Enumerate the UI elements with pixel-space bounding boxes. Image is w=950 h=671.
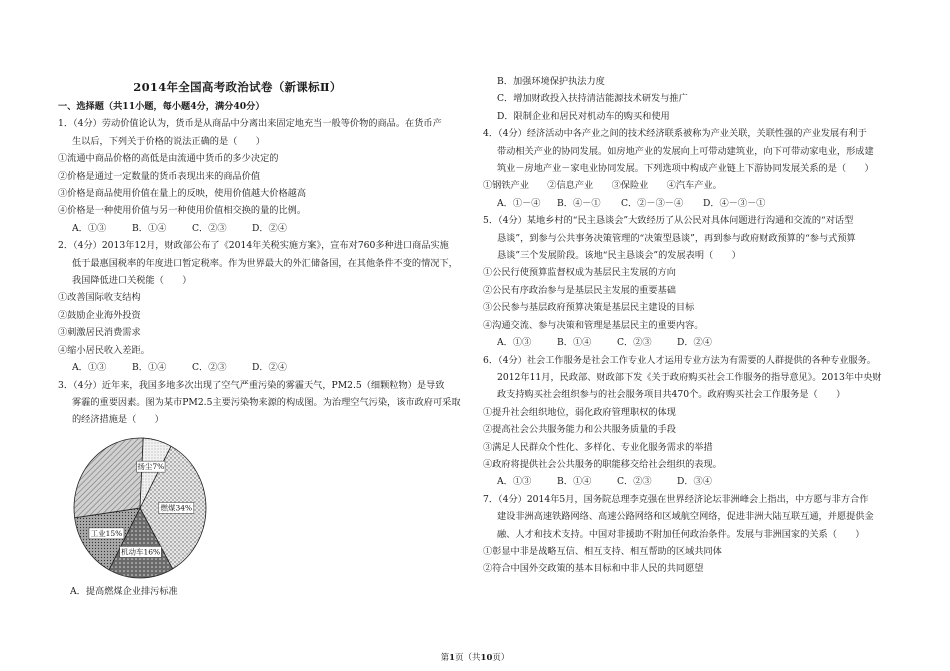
- q1-opt-1: ①流通中商品价格的高低是由流通中货币的多少决定的: [58, 153, 279, 165]
- q2-choice-a: A．①③: [72, 362, 107, 374]
- q2-choices: [58, 359, 470, 376]
- q2-stem: 2．（4分）2013年12月，财政部公布了《2014年关税实施方案》，宣布对760多种进口商品实施: [58, 240, 449, 252]
- page-title: 2014年全国高考政治试卷（新课标Ⅱ）: [133, 80, 342, 94]
- q5-choice-b: B．①④: [557, 337, 592, 349]
- pie-slice: [74, 438, 143, 518]
- question-2: [58, 237, 470, 376]
- pm25-pie-chart: [70, 433, 210, 583]
- q5-opt-2: ②公民有序政治参与是基层民主发展的重要基础: [483, 284, 676, 296]
- question-1: [58, 115, 470, 237]
- q1-opt-4: ④价格是一种使用价值与另一种使用价值相交换的量的比例。: [58, 205, 307, 217]
- q6-opt-2: ②提高社会公共服务能力和公共服务质量的手段: [483, 424, 676, 436]
- q5-opt-4: ④沟通交流、参与决策和管理是基层民主的重要内容。: [483, 319, 704, 331]
- pie-chart-svg: [70, 433, 210, 583]
- q3-stem: 3．（4分）近年来，我国多地多次出现了空气严重污染的雾霾天气，PM2.5（细颗粒物）是导致: [58, 379, 445, 391]
- q4-stem: 4．（4分）经济活动中各产业之间的技术经济联系被称为产业关联，关联性强的产业发展有利于: [483, 128, 867, 140]
- q6-opt-3: ③满足人民群众个性化、多样化、专业化服务需求的举措: [483, 441, 713, 453]
- q1-choice-b: B．①④: [132, 222, 167, 234]
- q1-choice-d: D．②④: [252, 222, 287, 234]
- q4-choices: [483, 195, 895, 212]
- footer-post: 页）: [492, 653, 510, 663]
- q5-choice-d: D．②④: [677, 337, 712, 349]
- q5-stem-cont2: 恳谈”三个发展阶段。该地“民主恳谈会”的发展表明（ ）: [497, 250, 741, 262]
- footer-total-pages: 10: [480, 653, 493, 663]
- question-4: [483, 125, 895, 212]
- q3-option-a: A．提高燃煤企业排污标准: [70, 585, 178, 597]
- section-heading: 一、选择题（共11小题，每小题4分，满分40分）: [58, 101, 265, 112]
- q3-stem-cont1: 雾霾的重要因素。图为某市PM2.5主要污染物来源的构成图。为治理空气污染，该市政府可采取: [72, 396, 461, 408]
- q2-choice-d: D．②④: [252, 362, 287, 374]
- left-column: [58, 78, 470, 600]
- pie-slice-label: 机动车16%: [120, 547, 161, 557]
- q5-choices: [483, 334, 895, 351]
- q7-stem: 7．（4分）2014年5月，国务院总理李克强在世界经济论坛非洲峰会上指出，中方愿与非方合作: [483, 493, 869, 505]
- pie-slice-label: 扬尘7%: [137, 461, 165, 471]
- q7-stem-cont2: 融、人才和技术支持。中国对非援助不附加任何政治条件。发展与非洲国家的关系（ ）: [497, 528, 865, 540]
- right-column: [483, 73, 895, 578]
- q6-opt-1: ①提升社会组织地位，弱化政府管理职权的体现: [483, 406, 676, 418]
- q4-opts: ①钢铁产业 ②信息产业 ③保险业 ④汽车产业。: [483, 180, 722, 192]
- q5-opt-3: ③公民参与基层政府预算决策是基层民主建设的目标: [483, 302, 695, 314]
- q1-opt-3: ③价格是商品使用价值在量上的反映，使用价值越大价格越高: [58, 188, 307, 200]
- question-6: [483, 352, 895, 491]
- q2-choice-b: B．①④: [132, 362, 167, 374]
- q1-choice-c: C．②③: [192, 222, 227, 234]
- q5-choice-a: A．①③: [497, 337, 532, 349]
- q5-opt-1: ①公民行使预算监督权成为基层民主发展的方向: [483, 267, 676, 279]
- q6-choice-a: A．①③: [497, 476, 532, 488]
- q1-choices: [58, 220, 470, 237]
- pie-slice-label: 工业15%: [90, 528, 123, 538]
- q1-choice-a: A．①③: [72, 222, 107, 234]
- q1-stem-cont: 生以后，下列关于价格的说法正确的是（ ）: [72, 135, 265, 147]
- footer-mid: 页（共: [455, 653, 481, 663]
- q3-option-c: C．增加财政投入扶持清洁能源技术研发与推广: [497, 93, 688, 105]
- q7-opt-1: ①彰显中非是战略互信、相互支持、相互帮助的区域共同体: [483, 545, 722, 557]
- q2-opt-3: ③刺激居民消费需求: [58, 327, 141, 339]
- q4-choice-b: B．④－①: [557, 197, 601, 209]
- q4-stem-cont1: 带动相关产业的协同发展。如房地产业的发展向上可带动建筑业，向下可带动家电业，形成建: [497, 145, 874, 157]
- q6-stem-cont2: 政支持购买社会组织参与的社会服务项目共470个。政府购买社会工作服务是（ ）: [497, 389, 846, 401]
- footer-pre: 第: [440, 653, 450, 663]
- q2-stem-cont2: 我国降低进口关税能（ ）: [72, 275, 192, 287]
- q1-stem: 1．（4分）劳动价值论认为，货币是从商品中分离出来固定地充当一般等价物的商品。在货币产: [58, 118, 442, 130]
- q6-choice-c: C．②③: [617, 476, 652, 488]
- q2-choice-c: C．②③: [192, 362, 227, 374]
- q4-choice-a: A．①－④: [497, 197, 541, 209]
- question-3: [58, 377, 470, 601]
- pie-slice-label: 燃煤34%: [160, 503, 193, 513]
- q7-opt-2: ②符合中国外交政策的基本目标和中非人民的共同愿望: [483, 563, 704, 575]
- footer-page-number: 1: [449, 653, 456, 663]
- q7-stem-cont1: 建设非洲高速铁路网络、高速公路网络和区域航空网络，促进非洲大陆互联互通，并愿提供金: [497, 511, 874, 523]
- q1-opt-2: ②价格是通过一定数量的货币表现出来的商品价值: [58, 170, 261, 182]
- q6-stem: 6．（4分）社会工作服务是社会工作专业人才运用专业方法为有需要的人群提供的各种专业服务。: [483, 354, 876, 366]
- question-7: [483, 491, 895, 578]
- q6-opt-4: ④政府将提供社会公共服务的职能移交给社会组织的表现。: [483, 458, 722, 470]
- q6-choices: [483, 473, 895, 490]
- question-5: [483, 212, 895, 351]
- q2-opt-4: ④缩小居民收入差距。: [58, 344, 150, 356]
- q6-choice-b: B．①④: [557, 476, 592, 488]
- q4-choice-c: C．②－③－④: [621, 197, 684, 209]
- q6-stem-cont1: 2012年11月，民政部、财政部下发《关于政府购买社会工作服务的指导意见》。2013年中央财: [497, 371, 882, 383]
- q2-opt-2: ②鼓励企业海外投资: [58, 309, 141, 321]
- q3-stem-cont2: 的经济措施是（ ）: [72, 414, 164, 426]
- q3-option-b: B．加强环境保护执法力度: [497, 76, 605, 87]
- q5-stem: 5．（4分）某地乡村的“民主恳谈会”大致经历了从公民对具体问题进行沟通和交流的“对话型: [483, 215, 854, 227]
- q4-choice-d: D．④－③－①: [703, 197, 766, 209]
- q2-opt-1: ①改善国际收支结构: [58, 292, 141, 304]
- q4-stem-cont2: 筑业－房地产业－家电业协同发展。下列选项中构成产业链上下游协同发展关系的是（ ）: [497, 163, 874, 175]
- q6-choice-d: D．③④: [677, 476, 712, 488]
- page-footer: [0, 651, 950, 663]
- q2-stem-cont1: 低于最惠国税率的年度进口暂定税率。作为世界最大的外汇储备国，在其他条件不变的情况下，: [72, 257, 458, 269]
- q5-choice-c: C．②③: [617, 337, 652, 349]
- q3-option-d: D．限制企业和居民对机动车的购买和使用: [497, 110, 670, 122]
- q5-stem-cont1: 恳谈”，到参与公共事务决策管理的“决策型恳谈”，再到参与政府财政预算的“参与式预算: [497, 232, 856, 244]
